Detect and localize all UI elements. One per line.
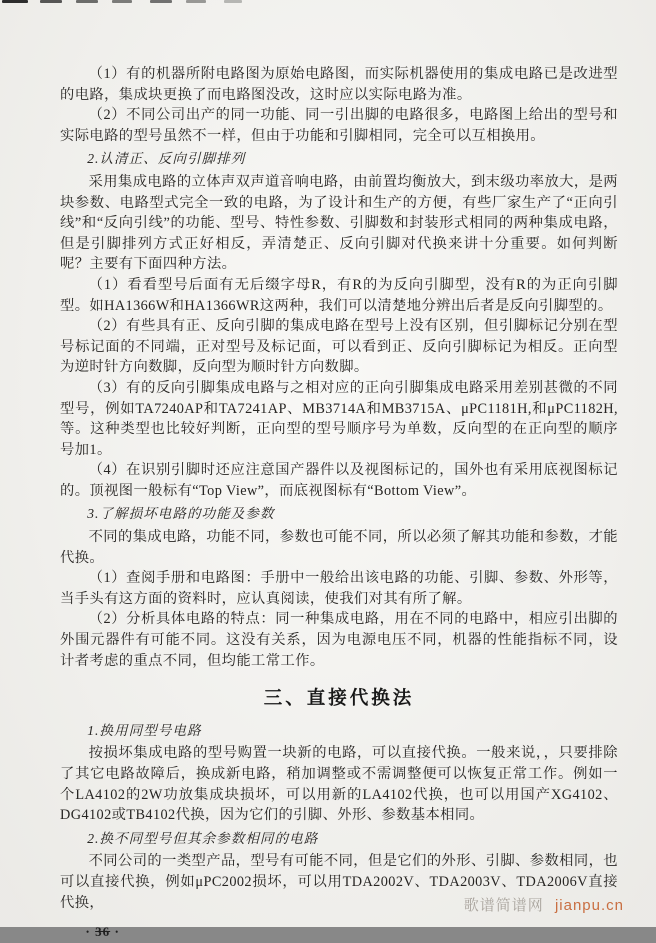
paragraph: 按损坏集成电路的型号购置一块新的电路，可以直接代换。一般来说，，只要排除了其它电路故障后，换成新电路，稍加调整或不需调整便可以恢复正常工作。例如一个LA4102的2W功放集成块损坏，可以用新的LA4102代换，也可以用国产XG4102、DG4102或TB4102代换，因为它们的引脚、外形、参数基本相同。 xyxy=(60,745,618,824)
page-number xyxy=(86,922,618,943)
paragraph: （1）查阅手册和电路图：手册中一般给出该电路的功能、引脚、参数、外形等，当手头有这方面的资料时，应认真阅读，使我们对其有所了解。 xyxy=(60,570,618,607)
scan-artifact xyxy=(40,0,62,3)
page-number-value: 36 xyxy=(95,924,111,940)
paragraph: （3）有的反向引脚集成电路与之相对应的正向引脚集成电路采用差别甚微的不同型号，例如TA7240AP和TA7241AP、MB3714A和MB3715A、μPC1181H,和μPC1182H,等。这种类型也比较好判断，正向型的型号顺序号为单数，反向型的在正向型的顺序号加1。 xyxy=(60,379,618,458)
scan-artifact xyxy=(224,0,242,3)
scan-artifact xyxy=(2,0,28,3)
scan-artifact xyxy=(186,0,206,3)
footer-dot-right: • xyxy=(115,927,120,938)
paragraph: （1）有的机器所附电路图为原始电路图，而实际机器使用的集成电路已是改进型的电路，集成块更换了而电路图没改，这时应以实际电路为准。 xyxy=(60,66,618,103)
paragraph: （4）在识别引脚时还应注意国产器件以及视图标记的，国外也有采用底视图标记的。顶视图一般标有“Top View”，而底视图标有“Bottom View”。 xyxy=(60,462,618,499)
subheading-pin-order: 2.认清正、反向引脚排列 xyxy=(87,151,246,167)
watermark-site-url: jianpu.cn xyxy=(554,897,624,914)
paragraph: （2）分析具体电路的特点：同一种集成电路，用在不同的电路中，相应引出脚的外围元器件有可能不同。这没有关系，因为电源电压不同，机器的性能指标不同，设计者考虑的重点不同，但均能工常工作。 xyxy=(60,611,618,669)
paragraph: 不同公司的一类型产品，型号有可能不同，但是它们的外形、引脚、参数相同，也可以直接代换，例如μPC2002损坏，可以用TDA2002V、TDA2003V、TDA2006V直接代换， xyxy=(60,853,618,911)
paragraph: 采用集成电路的立体声双声道音响电路，由前置均衡放大，到末级功率放大，是两块参数、电路型式完全一致的电路，为了设计和生产的方便，有些厂家生产了“正向引线”和“反向引线”的功能、型号、特性参数、引脚数和封装形式相同的两种集成电路，但是引脚排列方式正好相反，弄清楚正、反向引脚对代换来讲十分重要。如何判断呢？主要有下面四种方法。 xyxy=(60,173,618,273)
paragraph: （1）看看型号后面有无后缀字母R，有R的为反向引脚型，没有R的为正向引脚型。如HA1366W和HA1366WR这两种，我们可以清楚地分辨出后者是反向引脚型的。 xyxy=(60,276,618,314)
paragraph: （2）不同公司出产的同一功能、同一引出脚的电路很多，电路图上给出的型号和实际电路的型号虽然不一样，但由于功能和引脚相同，完全可以互相换用。 xyxy=(60,107,618,144)
paragraph: （2）有些具有正、反向引脚的集成电路在型号上没有区别，但引脚标记分别在型号标记面的不同端，正对型号及标记面，可以看到正、反向引脚标记为相反。正向型为逆时针方向数脚，反向型为顺时针方向数脚。 xyxy=(60,318,618,376)
scan-artifact xyxy=(76,0,98,3)
subheading-different-model: 2.换不同型号但其余参数相同的电路 xyxy=(87,830,319,846)
scan-artifact xyxy=(112,0,132,3)
subheading-function-params: 3.了解损坏电路的功能及参数 xyxy=(87,506,275,522)
paragraph: 不同的集成电路，功能不同，参数也可能不同，所以必须了解其功能和参数，才能代换。 xyxy=(60,529,618,566)
watermark-site-name: 歌谱简谱网 xyxy=(463,897,544,914)
scan-artifact xyxy=(150,0,172,3)
subheading-same-model: 1.换用同型号电路 xyxy=(87,722,202,738)
footer-dot-left: • xyxy=(86,927,91,938)
watermark xyxy=(464,894,624,915)
section-heading-direct-replacement: 三、直接代换法 xyxy=(263,687,415,709)
